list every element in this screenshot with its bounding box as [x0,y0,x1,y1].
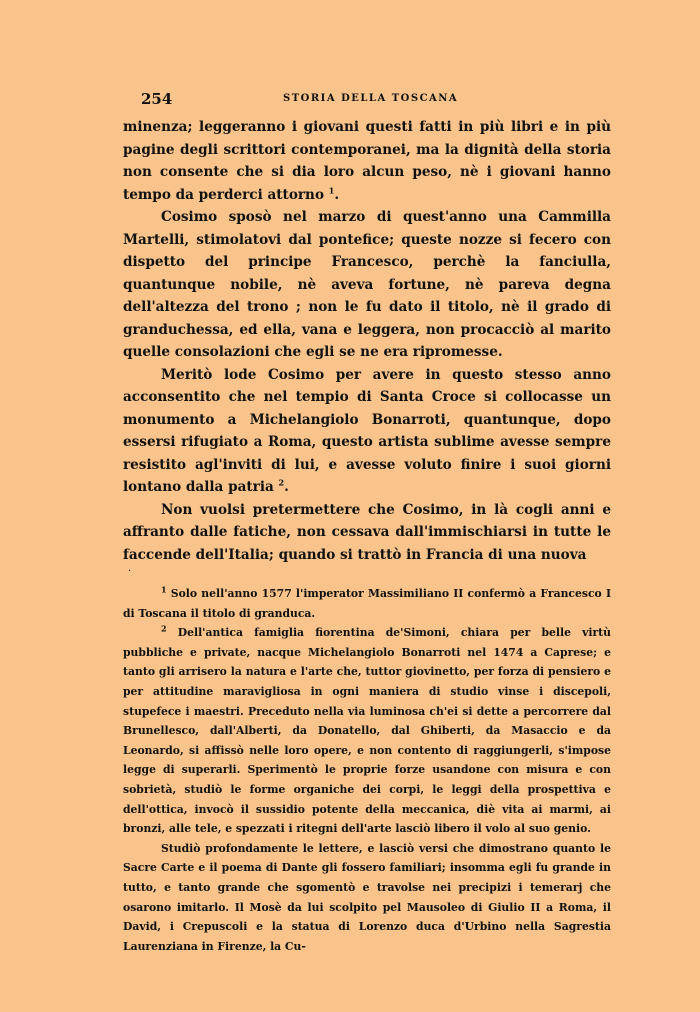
running-title: STORIA DELLA TOSCANA [283,93,459,104]
paragraph-4: Non vuolsi pretermettere che Cosimo, in là cogli anni e affranto dalle fatiche, non cessava dall'immischiarsi in tutte le faccende dell'Italia; quando si trattò in Francia di una nuova [123,501,611,563]
footnote-mark-1: 1 [161,584,167,595]
page-header [123,90,611,116]
footnote-ref-1: 1 [328,184,335,195]
paragraph-1: minenza; leggeranno i giovani questi fatti in più libri e in più pagine degli scrittori contemporanei, ma la dignità della storia non consente che si dia loro alcun peso, nè i giovani hanno tempo da perderci attorno $^1$. [123,119,611,203]
footnote-2: $^2$ Dell'antica famiglia fiorentina de'Simoni, chiara per belle virtù pubbliche e private, nacque Michelangiolo Bonarroti nel 1474 a Caprese; e tanto gli arrisero la natura e l'arte che, tuttor giovinetto, per forza di pensiero e per attitudine maravigliosa in ogni maniera di studio vinse i discepoli, stupefece i maestri. Preceduto nella via luminosa ch'ei si dette a percorrere dal Brunellesco, dall'Alberti, da Donatello, dal Ghiberti, da Masaccio e da Leonardo, si affissò nelle loro opere, e non contento di raggiungerli, s'impose legge di superarli. Sperimentò le proprie forze usandone con misura e con sobrietà, studiò le forme organiche dei corpi, le leggi della prospettiva e dell'ottica, invocò il sussidio potente della meccanica, diè vita ai marmi, ai bronzi, alle tele, e spezzati i ritegni dell'arte lasciò libero il volo al suo genio. [123,623,611,836]
paragraph-3: Meritò lode Cosimo per avere in questo stesso anno acconsentito che nel tempio di Santa Croce si collocasse un monumento a Michelangiolo Bonarroti, quantunque, dopo essersi rifugiato a Roma, questo artista sublime avesse sempre resistito agl'inviti di lui, e avesse voluto finire i suoi giorni lontano dalla patria $^2$. [123,366,611,495]
separator-mark: · [128,566,132,577]
footnotes [123,584,611,956]
footnote-1: $^1$ Solo nell'anno 1577 l'imperator Massimiliano II confermò a Francesco I di Toscana il titolo di granduca. [123,584,611,620]
main-text [123,116,611,566]
book-page [123,90,611,956]
paragraph-2: Cosimo sposò nel marzo di quest'anno una Cammilla Martelli, stimolatovi dal pontefice; queste nozze si fecero con dispetto del principe Francesco, perchè la fanciulla, quantunque nobile, nè aveva fortune, nè pareva degna dell'altezza del trono ; non le fu dato il titolo, nè il grado di granduchessa, ed ella, vana e leggera, non procacciò al marito quelle consolazioni che egli se ne era ripromesse. [123,209,611,360]
footnote-ref-2: 2 [278,477,285,488]
footnote-mark-2: 2 [161,623,167,634]
page-number: 254 [141,90,173,108]
footnote-2-continued: Studiò profondamente le lettere, e lasciò versi che dimostrano quanto le Sacre Carte e il poema di Dante gli fossero familiari; insomma egli fu grande in tutto, e tanto grande che sgomentò e travolse nei precipizi i temerarj che osarono imitarlo. Il Mosè da lui scolpito pel Mausoleo di Giulio II a Roma, il David, i Crepuscoli e la statua di Lorenzo duca d'Urbino nella Sagrestia Laurenziana in Firenze, la Cu- [123,841,611,953]
footnote-separator [123,566,611,584]
